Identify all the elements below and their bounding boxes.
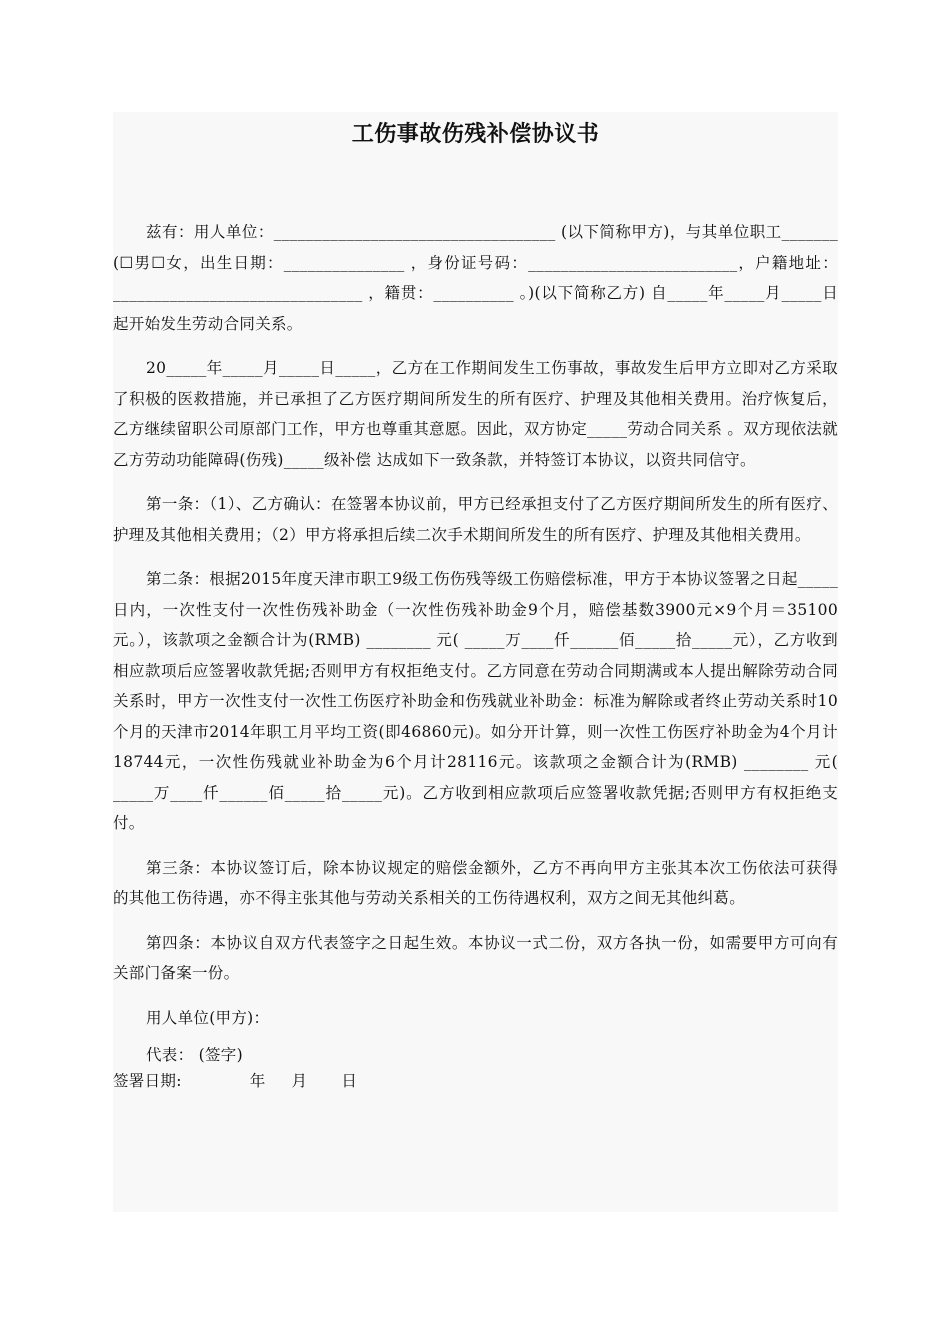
signature-date-year: 年 — [249, 1072, 266, 1090]
article-2: 第二条：根据2015年度天津市职工9级工伤伤残等级工伤赔偿标准，甲方于本协议签署之日起_____ 日内，一次性支付一次性伤残补助金（一次性伤残补助金9个月，赔偿基数3900元×9个月＝35100元。），该款项之金额合计为(RMB) ________ 元( _____万____仟______佰_____拾_____元），乙方收到相应款项后应签署收款凭据;否则甲方有权拒绝支付。乙方同意在劳动合同期满或本人提出解除劳动合同关系时，甲方一次性支付一次性工伤医疗补助金和伤残就业补助金：标准为解除或者终止劳动关系时10个月的天津市2014年职工月平均工资(即46860元)。如分开计算，则一次性工伤医疗补助金为4个月计18744元，一次性伤残就业补助金为6个月计28116元。该款项之金额合计为(RMB) ________ 元( _____万____仟______佰_____拾_____元)。乙方收到相应款项后应签署收款凭据;否则甲方有权拒绝支付。 — [113, 570, 838, 832]
signature-date-day: 日 — [341, 1072, 358, 1090]
agreement-document — [113, 112, 838, 1095]
signature-representative-label: 代表： (签字) — [146, 1046, 243, 1064]
signature-date-line — [113, 1067, 838, 1095]
paragraph-intro: 兹有：用人单位：___________________________________ (以下简称甲方)，与其单位职工_______ (☐男☐女，出生日期：_______________ ，身份证号码：__________________________，户籍地址：_______________________________ ，籍贯：__________ 。)(以下简称乙方) 自_____年_____月_____日起开始发生劳动合同关系。 — [113, 223, 838, 333]
signature-date-month: 月 — [291, 1072, 308, 1090]
article-3: 第三条：本协议签订后，除本协议规定的赔偿金额外，乙方不再向甲方主张其本次工伤依法可获得的其他工伤待遇，亦不得主张其他与劳动关系相关的工伤待遇权利，双方之间无其他纠葛。 — [113, 858, 838, 907]
signature-date-label: 签署日期: — [113, 1072, 182, 1090]
article-1: 第一条：（1）、乙方确认：在签署本协议前，甲方已经承担支付了乙方医疗期间所发生的所有医疗、护理及其他相关费用；（2）甲方将承担后续二次手术期间所发生的所有医疗、护理及其他相关费用。 — [113, 495, 838, 544]
article-4: 第四条：本协议自双方代表签字之日起生效。本协议一式二份，双方各执一份，如需要甲方可向有关部门备案一份。 — [113, 933, 838, 982]
paragraph-incident: 20_____年_____月_____日_____，乙方在工作期间发生工伤事故，事故发生后甲方立即对乙方采取了积极的医救措施，并已承担了乙方医疗期间所发生的所有医疗、护理及其他相关费用。治疗恢复后，乙方继续留职公司原部门工作，甲方也尊重其意愿。因此，双方协定_____劳动合同关系 。双方现依法就 乙方劳动功能障碍(伤残)_____级补偿 达成如下一致条款，并特签订本协议，以资共同信守。 — [113, 359, 838, 469]
signature-party-label: 用人单位(甲方)： — [146, 1008, 270, 1027]
document-title: 工伤事故伤残补偿协议书 — [351, 121, 600, 147]
